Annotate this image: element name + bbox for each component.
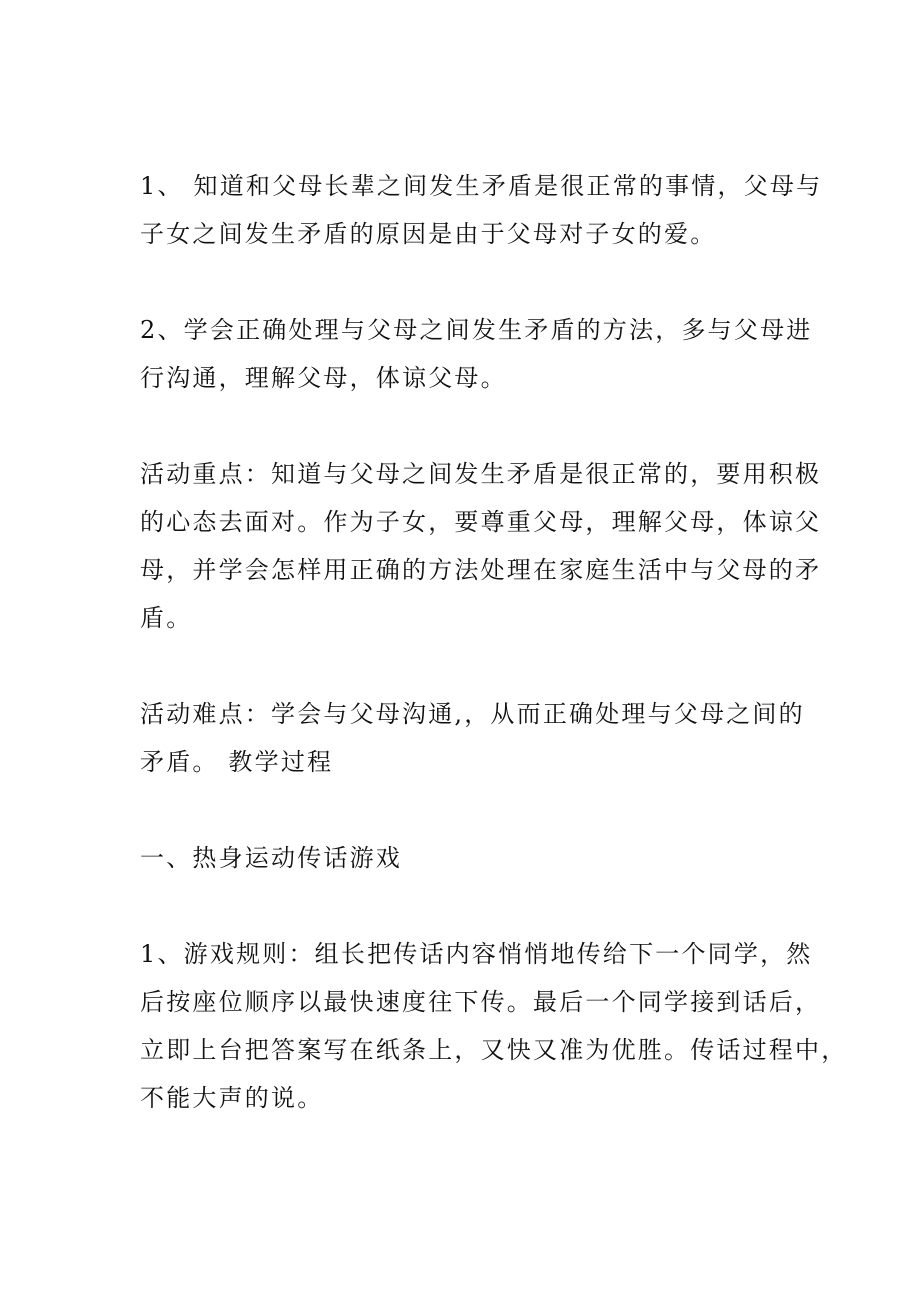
section-heading (140, 834, 785, 882)
text-line: 行沟通，理解父母，体谅父母。 (140, 364, 507, 392)
text-line: 活动重点：知道与父母之间发生矛盾是很正常的，要用积极 (140, 460, 822, 488)
text-line: 1、 知道和父母长辈之间发生矛盾是很正常的事情，父母与 (140, 172, 823, 200)
text-line: 一、热身运动传话游戏 (140, 844, 402, 872)
text-line: 盾。 (140, 604, 193, 632)
text-line: 的心态去面对。作为子女，要尊重父母，理解父母，体谅父 (140, 508, 822, 536)
text-line: 2、学会正确处理与父母之间发生矛盾的方法，多与父母进 (140, 316, 813, 344)
text-line: 不能大声的说。 (140, 1084, 324, 1112)
objective-2-paragraph (140, 306, 813, 402)
text-line: 子女之间发生矛盾的原因是由于父母对子女的爱。 (140, 220, 717, 248)
text-line: 活动难点：学会与父母沟通,，从而正确处理与父母之间的 (140, 700, 805, 728)
difficulties-paragraph (140, 690, 805, 786)
text-line: 母，并学会怎样用正确的方法处理在家庭生活中与父母的矛 (140, 556, 822, 584)
text-line: 1、游戏规则：组长把传话内容悄悄地传给下一个同学，然 (140, 940, 813, 968)
text-line: 矛盾。 教学过程 (140, 748, 334, 776)
text-line: 立即上台把答案写在纸条上，又快又准为优胜。传话过程中， (140, 1036, 848, 1064)
text-line: 后按座位顺序以最快速度往下传。最后一个同学接到话后， (140, 988, 822, 1016)
game-rules-paragraph (140, 930, 848, 1122)
objective-1-paragraph (140, 162, 823, 258)
key-points-paragraph (140, 450, 822, 642)
